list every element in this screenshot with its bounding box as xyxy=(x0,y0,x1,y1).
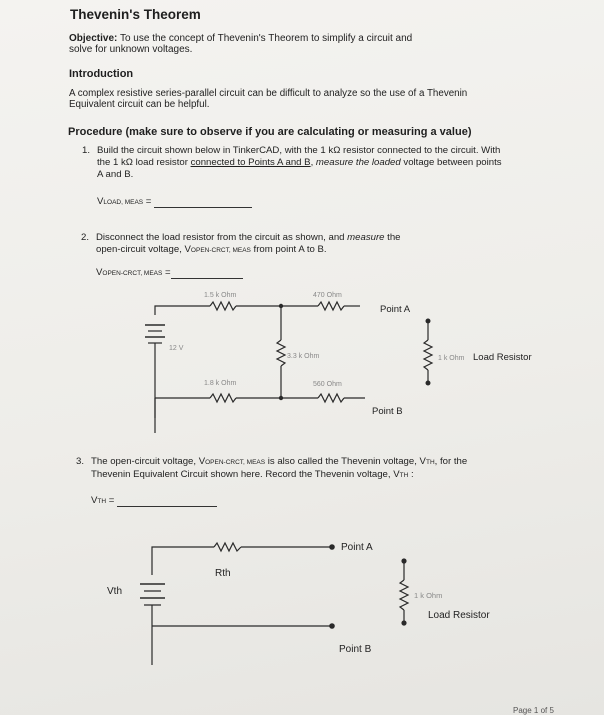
label-point-a-2: Point A xyxy=(341,542,373,553)
answer-equals: = xyxy=(143,196,152,207)
answer-equals: = xyxy=(106,495,115,506)
step-1-separator: , xyxy=(310,157,316,168)
step-1-text: the 1 kΩ load resistor xyxy=(97,157,191,168)
step-3-subscript: OPEN-CRCT, MEAS xyxy=(205,459,266,466)
page-footer: Page 1 of 5 xyxy=(513,706,554,715)
step-2-italic-text: measure xyxy=(347,232,385,243)
label-r5: 560 Ohm xyxy=(313,381,342,388)
load2-resistor-zigzag xyxy=(400,580,408,610)
label-r2: 470 Ohm xyxy=(313,292,342,299)
introduction-text-1: A complex resistive series-parallel circuit can be difficult to analyze so the use of a Thevenin xyxy=(69,88,468,99)
step-2-text-3: from point A to B. xyxy=(250,244,327,255)
step-1-line-1: Build the circuit shown below in TinkerCAD, with the 1 kΩ resistor connected to the circuit. With xyxy=(97,145,501,156)
introduction-text-2: Equivalent circuit can be helpful. xyxy=(69,99,210,110)
rth-zigzag xyxy=(214,543,241,551)
step-1-line-3: A and B. xyxy=(97,169,134,180)
step-3-text: The open-circuit voltage, V xyxy=(91,456,206,467)
label-point-a: Point A xyxy=(380,304,411,315)
step-2-text: Disconnect the load resistor from the circuit as shown, and xyxy=(96,232,348,243)
label-rth: Rth xyxy=(215,568,231,579)
answer-equals: = xyxy=(162,267,171,278)
step-3-text-2: is also called the Thevenin voltage, V xyxy=(265,456,426,467)
label-vth: Vth xyxy=(107,586,123,597)
step-2-text-2: open-circuit voltage, V xyxy=(96,244,191,255)
step-3-text-4: Thevenin Equivalent Circuit shown here. Record the Thevenin voltage, V xyxy=(91,469,400,480)
step-2-subscript: OPEN-CRCT, MEAS xyxy=(190,247,251,254)
introduction-heading: Introduction xyxy=(69,68,134,80)
wire-top-left-2 xyxy=(152,547,214,575)
page-title: Thevenin's Theorem xyxy=(70,7,201,22)
step-3-text-3: , for the xyxy=(434,456,468,467)
label-r1: 1.5 k Ohm xyxy=(204,292,237,299)
objective-text-2: solve for unknown voltages. xyxy=(69,44,193,55)
answer-subscript: TH xyxy=(97,498,107,505)
point-b-node-2[interactable] xyxy=(329,623,335,629)
objective-label: Objective: xyxy=(69,33,118,44)
objective-text-1: To use the concept of Thevenin's Theorem to simplify a circuit and xyxy=(119,33,413,44)
answer-symbol: V xyxy=(97,196,104,207)
step-1-underlined-text: connected to Points A and B xyxy=(190,157,311,168)
label-point-b: Point B xyxy=(372,406,403,417)
step-3-text-5: : xyxy=(408,469,414,480)
step-2-number: 2. xyxy=(81,232,90,243)
step-2-text-end: the xyxy=(384,232,401,243)
label-source: 12 V xyxy=(169,345,184,352)
answer-symbol: V xyxy=(96,267,103,278)
step-3-subscript-2: TH xyxy=(425,459,435,466)
step-3-subscript-3: TH xyxy=(399,472,409,479)
point-a-node-2[interactable] xyxy=(329,544,335,550)
label-r3: 3.3 k Ohm xyxy=(287,353,320,360)
label-r4: 1.8 k Ohm xyxy=(204,380,237,387)
answer-subscript: LOAD, MEAS xyxy=(103,199,144,206)
label-load-resistor: Load Resistor xyxy=(473,352,532,363)
label-load-value-2: 1 k Ohm xyxy=(414,591,443,600)
step-1-text-end: voltage between points xyxy=(400,157,502,168)
load2-terminal-top[interactable] xyxy=(401,558,406,563)
answer-symbol: V xyxy=(91,495,98,506)
step-1-italic-text: measure the loaded xyxy=(315,157,401,168)
step-1-number: 1. xyxy=(82,145,91,156)
label-load-value: 1 k Ohm xyxy=(438,355,465,362)
step-3-number: 3. xyxy=(76,456,85,467)
label-load-resistor-2: Load Resistor xyxy=(428,610,490,621)
procedure-heading: Procedure (make sure to observe if you are calculating or measuring a value) xyxy=(68,126,472,138)
answer-subscript: OPEN-CRCT, MEAS xyxy=(102,270,163,277)
load2-terminal-bottom[interactable] xyxy=(401,620,406,625)
label-point-b-2: Point B xyxy=(339,644,372,655)
